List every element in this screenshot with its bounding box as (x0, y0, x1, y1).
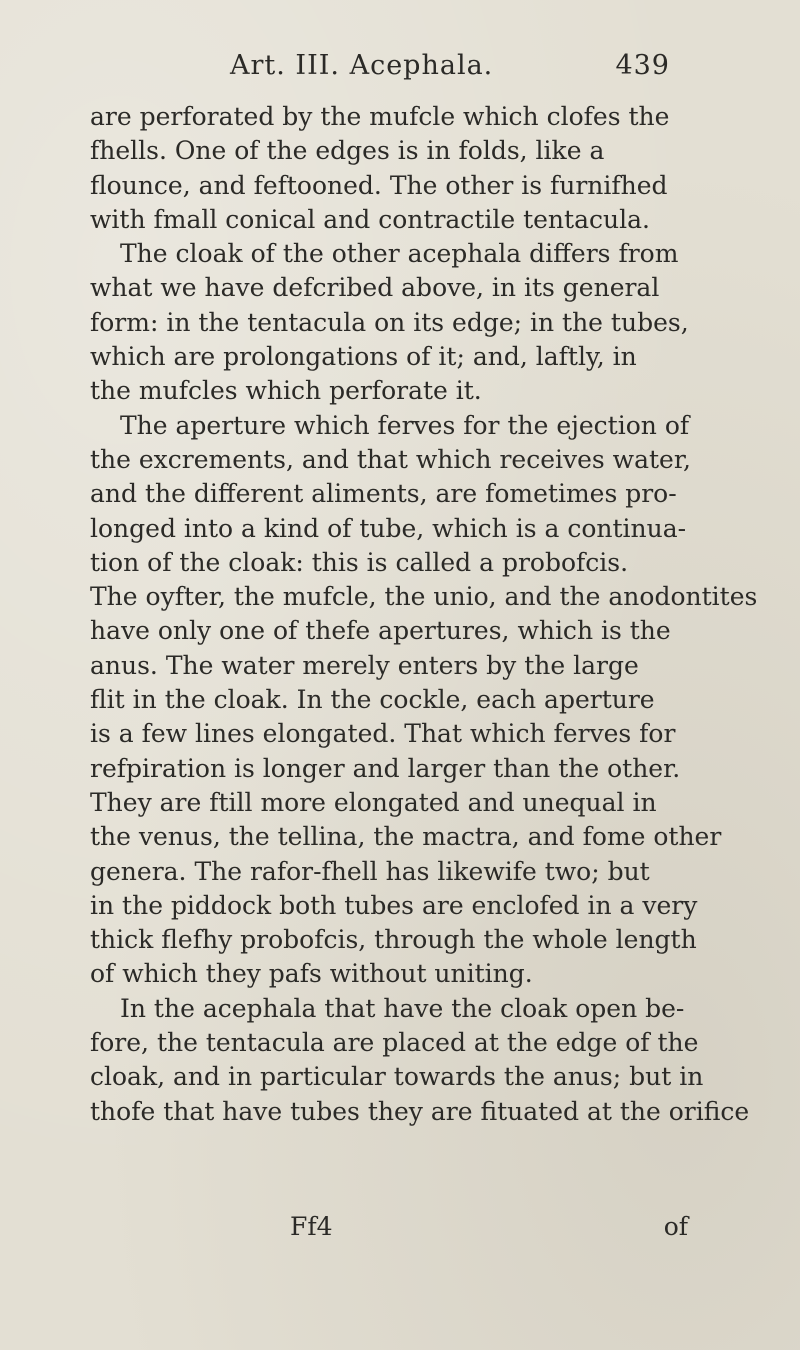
signature-mark: Ff4 (290, 1212, 333, 1241)
running-head (230, 50, 670, 90)
text-line: anus. The water merely enters by the large (90, 650, 639, 680)
text-line: in the piddock both tubes are enclofed in a very (90, 890, 698, 920)
text-line: tion of the cloak: this is called a probofcis. (90, 547, 629, 577)
running-head-title: Art. III. Acephala. (230, 50, 494, 81)
text-line: genera. The rafor-fhell has likewife two; but (90, 856, 650, 886)
text-line: and the different aliments, are fometimes pro- (90, 479, 677, 509)
body-text (90, 100, 758, 1129)
catchword: of (663, 1212, 688, 1241)
text-line: is a few lines elongated. That which ferves for (90, 719, 676, 749)
text-line: The cloak of the other acephala differs from (120, 239, 679, 269)
text-line: the venus, the tellina, the mactra, and fome other (90, 822, 722, 852)
text-line: fhells. One of the edges is in folds, like a (90, 136, 605, 166)
text-line: have only one of thefe apertures, which is the (90, 616, 671, 646)
text-line: fore, the tentacula are placed at the edge of the (90, 1028, 699, 1058)
text-line: refpiration is longer and larger than the other. (90, 753, 681, 783)
text-line: which are prolongations of it; and, laftly, in (90, 342, 637, 372)
text-line: thofe that have tubes they are fituated at the orifice (90, 1096, 750, 1126)
text-line: The oyfter, the mufcle, the unio, and the anodontites (90, 582, 758, 612)
text-line: In the acephala that have the cloak open be- (120, 993, 685, 1023)
text-line: the mufcles which perforate it. (90, 376, 482, 406)
text-line: thick flefhy probofcis, through the whole length (90, 925, 697, 955)
text-line: form: in the tentacula on its edge; in the tubes, (90, 307, 689, 337)
page-number: 439 (615, 50, 670, 81)
text-line: The aperture which ferves for the ejection of (120, 410, 690, 440)
text-line: what we have defcribed above, in its general (90, 273, 660, 303)
text-line: flit in the cloak. In the cockle, each aperture (90, 685, 655, 715)
text-line: with fmall conical and contractile tentacula. (90, 204, 650, 234)
text-line: of which they pafs without uniting. (90, 959, 533, 989)
text-line: flounce, and feftooned. The other is furnifhed (90, 170, 668, 200)
text-line: They are ftill more elongated and unequal in (90, 787, 657, 817)
text-line: longed into a kind of tube, which is a continua- (90, 513, 687, 543)
catchword-line (90, 1210, 690, 1244)
text-line: cloak, and in particular towards the anus; but in (90, 1062, 704, 1092)
text-line: are perforated by the mufcle which clofes the (90, 102, 670, 131)
text-line: the excrements, and that which receives water, (90, 444, 691, 474)
